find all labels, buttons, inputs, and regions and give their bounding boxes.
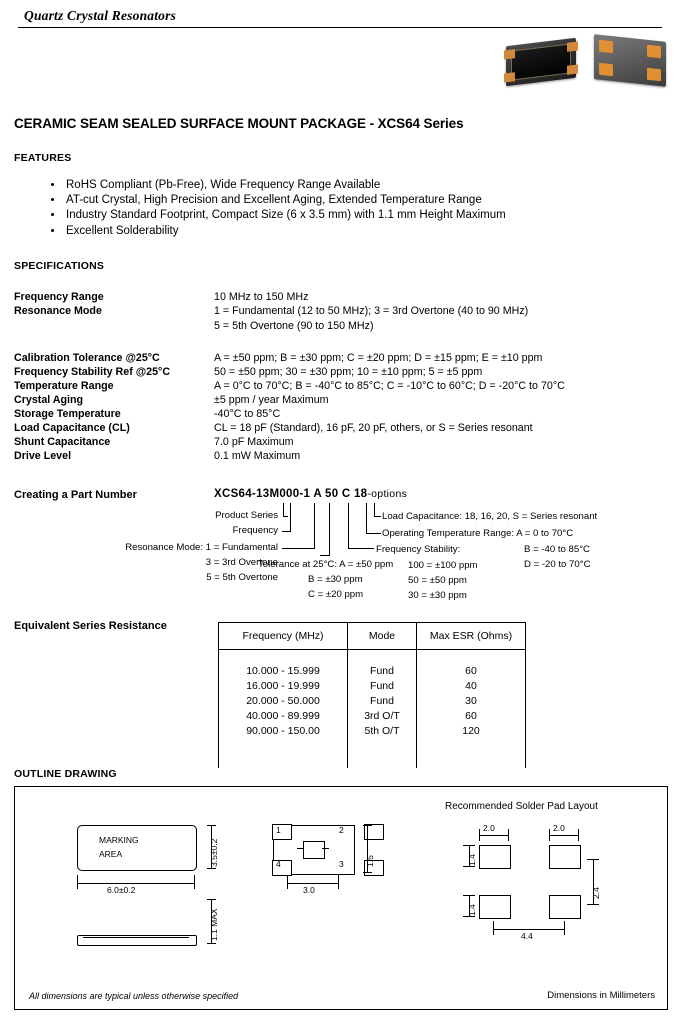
dim-tick — [587, 904, 599, 905]
outline-drawing-box — [14, 786, 668, 1010]
callout-stability: Frequency Stability: — [376, 544, 461, 555]
list-item: • Excellent Solderability — [64, 224, 506, 239]
connector-line — [297, 848, 304, 849]
spec-label: Crystal Aging — [14, 394, 84, 406]
leader-line — [314, 503, 315, 548]
cell-mode: 3rd O/T — [348, 708, 417, 723]
spec-label: Drive Level — [14, 450, 72, 462]
solder-pad-bottom-left — [479, 895, 511, 919]
cell-frequency: 40.000 - 89.999 — [219, 708, 348, 723]
dim-label-pad-width-left: 2.0 — [483, 823, 495, 833]
callout-stability-50: 50 = ±50 ppm — [408, 575, 467, 586]
dim-line-width — [77, 883, 195, 884]
spacer-cell — [417, 650, 526, 664]
spec-value: -40°C to 85°C — [214, 408, 281, 420]
table-row — [219, 708, 526, 723]
dim-label-pad-width-right: 2.0 — [553, 823, 565, 833]
spec-label: Frequency Stability Ref @25°C — [14, 366, 171, 378]
spec-label: Shunt Capacitance — [14, 436, 111, 448]
cell-esr: 60 — [417, 708, 526, 723]
dim-tick — [287, 875, 288, 889]
dim-tick — [578, 829, 579, 841]
leader-line — [282, 548, 315, 549]
cell-mode: 5th O/T — [348, 723, 417, 738]
dim-tick — [77, 875, 78, 889]
cell-esr: 30 — [417, 693, 526, 708]
leader-line — [348, 548, 374, 549]
dim-label-width: 6.0±0.2 — [107, 885, 136, 895]
leader-line — [374, 503, 375, 517]
package-pad — [504, 72, 515, 82]
spec-value: 10 MHz to 150 MHz — [214, 291, 309, 303]
dim-tick — [463, 866, 475, 867]
page-title: CERAMIC SEAM SEALED SURFACE MOUNT PACKAGE - XCS64 Series — [14, 116, 464, 131]
table-row — [219, 723, 526, 738]
callout-operating-temp-b: B = -40 to 85°C — [524, 544, 590, 555]
cell-frequency: 16.000 - 19.999 — [219, 678, 348, 693]
callout-resonance-3rd: 3 = 3rd Overtone — [205, 557, 278, 568]
cell-esr: 40 — [417, 678, 526, 693]
dim-tick — [463, 895, 475, 896]
esr-heading: Equivalent Series Resistance — [14, 620, 167, 632]
solder-pad-top-right — [549, 845, 581, 869]
leader-line — [290, 503, 291, 532]
callout-product-series: Product Series — [215, 510, 278, 521]
callout-stability-100: 100 = ±100 ppm — [408, 560, 478, 571]
part-number-value: XCS64-13M000-1 A 50 C 18 — [214, 488, 368, 500]
pin-label-4: 4 — [276, 859, 281, 869]
package-pad — [567, 41, 578, 51]
dim-tick — [549, 829, 550, 841]
leader-line — [320, 555, 330, 556]
callout-operating-temp: Operating Temperature Range: A = 0 to 70°C — [382, 528, 574, 539]
pin-label-2: 2 — [339, 825, 344, 835]
cell-frequency: 90.000 - 150.00 — [219, 723, 348, 738]
spec-label: Frequency Range — [14, 291, 104, 303]
list-item: • AT-cut Crystal, High Precision and Excellent Aging, Extended Temperature Range — [64, 193, 506, 208]
solder-pad-top-left — [479, 845, 511, 869]
leader-line — [283, 516, 288, 517]
spec-value: A = ±50 ppm; B = ±30 ppm; C = ±20 ppm; D = ±15 ppm; E = ±10 ppm — [214, 352, 543, 364]
package-pad — [567, 64, 578, 74]
leader-line — [374, 516, 381, 517]
solder-pad — [647, 68, 661, 81]
cell-esr: 120 — [417, 723, 526, 738]
spec-value: CL = 18 pF (Standard), 16 pF, 20 pF, others, or S = Series resonant — [214, 422, 533, 434]
callout-stability-30: 30 = ±30 ppm — [408, 590, 467, 601]
spacer-cell — [417, 738, 526, 768]
dim-tick — [363, 825, 372, 826]
cell-mode: Fund — [348, 693, 417, 708]
leader-line — [282, 531, 291, 532]
spec-label: Resonance Mode — [14, 305, 102, 317]
spacer-cell — [219, 650, 348, 664]
dim-tick — [207, 943, 216, 944]
cell-mode: Fund — [348, 678, 417, 693]
callout-operating-temp-d: D = -20 to 70°C — [524, 559, 591, 570]
spec-value-2: 5 = 5th Overtone (90 to 150 MHz) — [214, 320, 374, 332]
cell-esr: 60 — [417, 663, 526, 678]
spacer-cell — [219, 738, 348, 768]
specifications-heading: SPECIFICATIONS — [14, 260, 105, 272]
leader-line — [329, 503, 330, 555]
spec-value: ±5 ppm / year Maximum — [214, 394, 329, 406]
features-list — [46, 178, 506, 239]
spec-value: A = 0°C to 70°C; B = -40°C to 85°C; C = -10°C to 60°C; D = -20°C to 70°C — [214, 380, 565, 392]
dim-line-pad-width-right — [549, 835, 579, 836]
dim-line-pad-span-h — [493, 929, 565, 930]
dim-line-pitch — [287, 883, 339, 884]
esr-table — [218, 622, 526, 768]
dim-tick — [207, 868, 216, 869]
table-row — [219, 663, 526, 678]
dim-label-pad-height-bottom: 1.4 — [467, 904, 477, 916]
solder-pad — [647, 45, 661, 58]
column-header-mode: Mode — [348, 623, 417, 650]
dim-label-pad-span-h: 4.4 — [521, 931, 533, 941]
dim-tick — [463, 845, 475, 846]
list-item: • RoHS Compliant (Pb-Free), Wide Frequency Range Available — [64, 178, 506, 193]
leader-line — [366, 503, 367, 534]
list-item: • Industry Standard Footprint, Compact Size (6 x 3.5 mm) with 1.1 mm Height Maximum — [64, 208, 506, 223]
outline-drawing-heading: OUTLINE DRAWING — [14, 768, 117, 780]
callout-tolerance: Tolerance at 25°C: A = ±50 ppm — [258, 559, 394, 570]
marking-area-label-line2: AREA — [99, 849, 123, 859]
dim-label-thickness: 1.1 MAX — [209, 908, 219, 941]
spec-value: 50 = ±50 ppm; 30 = ±30 ppm; 10 = ±10 ppm; 5 = ±5 ppm — [214, 366, 483, 378]
connector-line — [322, 848, 329, 849]
spec-value: 1 = Fundamental (12 to 50 MHz); 3 = 3rd Overtone (40 to 90 MHz) — [214, 305, 529, 317]
spec-value: 7.0 pF Maximum — [214, 436, 294, 448]
table-row — [219, 678, 526, 693]
leader-line — [366, 533, 381, 534]
dim-tick — [587, 859, 599, 860]
spec-label: Storage Temperature — [14, 408, 121, 420]
dim-tick — [338, 875, 339, 889]
crystal-blank — [303, 841, 325, 859]
package-outline — [77, 825, 197, 871]
spec-label: Load Capacitance (CL) — [14, 422, 130, 434]
pad-4 — [272, 860, 292, 876]
package-photo-top-view — [506, 38, 576, 87]
cell-frequency: 20.000 - 50.000 — [219, 693, 348, 708]
dim-label-pitch: 3.0 — [303, 885, 315, 895]
callout-load-capacitance: Load Capacitance: 18, 16, 20, S = Series resonant — [382, 511, 598, 522]
callout-tolerance-c: C = ±20 ppm — [308, 589, 364, 600]
table-spacer-row — [219, 650, 526, 664]
spec-label: Temperature Range — [14, 380, 114, 392]
pad-1 — [272, 824, 292, 840]
leader-line — [283, 503, 284, 517]
solder-pad — [599, 63, 613, 76]
spacer-cell — [348, 738, 417, 768]
marking-area-label-line1: MARKING — [99, 835, 139, 845]
cell-frequency: 10.000 - 15.999 — [219, 663, 348, 678]
package-pad — [504, 49, 515, 59]
dim-tick — [207, 899, 216, 900]
dim-tick — [207, 825, 216, 826]
callout-frequency: Frequency — [232, 525, 278, 536]
table-header-row — [219, 623, 526, 650]
part-number-heading: Creating a Part Number — [14, 489, 137, 501]
outline-footer-left: All dimensions are typical unless otherwise specified — [29, 991, 239, 1001]
solder-pad-layout-title: Recommended Solder Pad Layout — [445, 801, 598, 812]
package-top-view — [77, 825, 197, 871]
callout-tolerance-b: B = ±30 ppm — [308, 574, 363, 585]
dim-label-pad-height-top: 1.4 — [467, 854, 477, 866]
spec-value: 0.1 mW Maximum — [214, 450, 301, 462]
callout-resonance-5th: 5 = 5th Overtone — [206, 572, 278, 583]
spacer-cell — [348, 650, 417, 664]
column-header-esr: Max ESR (Ohms) — [417, 623, 526, 650]
package-lid — [511, 43, 571, 80]
dim-label-pad-span-v: 2.4 — [591, 887, 601, 899]
package-photos — [506, 36, 666, 88]
column-header-frequency: Frequency (MHz) — [219, 623, 348, 650]
dim-label-height: 3.5±0.2 — [209, 838, 219, 867]
solder-pad-bottom-right — [549, 895, 581, 919]
dim-tick — [194, 875, 195, 889]
leader-line — [348, 503, 349, 548]
package-photo-bottom-view — [594, 34, 666, 87]
pin-label-3: 3 — [339, 859, 344, 869]
callout-resonance-mode: Resonance Mode: 1 = Fundamental — [125, 542, 278, 553]
dim-tick — [463, 916, 475, 917]
dim-label-pad-height: 1.5 — [365, 855, 375, 867]
dim-tick — [508, 829, 509, 841]
spec-label: Calibration Tolerance @25°C — [14, 352, 160, 364]
pin-label-1: 1 — [276, 825, 281, 835]
solder-pad-layout — [455, 823, 635, 943]
dim-tick — [564, 921, 565, 935]
solder-pad — [599, 40, 613, 53]
dim-tick — [479, 829, 480, 841]
table-row — [219, 693, 526, 708]
cell-mode: Fund — [348, 663, 417, 678]
part-number-options: -options — [367, 488, 408, 500]
part-number-code — [214, 488, 407, 500]
table-bottom-padding-row — [219, 738, 526, 768]
features-heading: FEATURES — [14, 152, 72, 164]
page-header-title: Quartz Crystal Resonators — [24, 8, 177, 23]
dim-tick — [493, 921, 494, 935]
dim-tick — [363, 872, 372, 873]
dim-line-pad-width-left — [479, 835, 509, 836]
header-divider — [18, 27, 662, 28]
outline-footer-right: Dimensions in Millimeters — [547, 990, 655, 1001]
side-view-detail — [83, 937, 189, 938]
